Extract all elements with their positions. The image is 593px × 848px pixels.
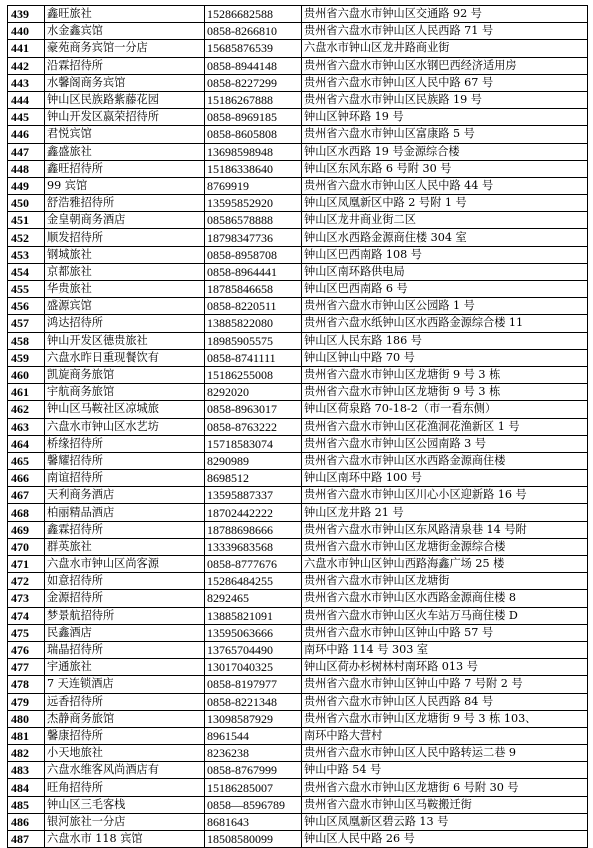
hotel-name-cell: 华贵旅社 <box>45 281 205 298</box>
address-cell: 南环中路大营村 <box>302 727 588 744</box>
table-row <box>8 452 588 469</box>
address-cell: 贵州省六盘水市钟山区龙塘街 9 号 3 栋 103、 <box>302 710 588 727</box>
table-row <box>8 796 588 813</box>
hotel-name-cell: 水馨阁商务宾馆 <box>45 74 205 91</box>
phone-cell: 0858-8958708 <box>205 246 302 263</box>
phone-cell: 8698512 <box>205 470 302 487</box>
row-number-cell: 439 <box>8 6 45 23</box>
row-number-cell: 463 <box>8 418 45 435</box>
phone-cell: 0858-8763222 <box>205 418 302 435</box>
hotel-name-cell: 宇航商务旅馆 <box>45 384 205 401</box>
address-cell: 钟山区凤凰新区碧云路 13 号 <box>302 813 588 830</box>
table-row <box>8 57 588 74</box>
table-row <box>8 831 588 848</box>
table-row <box>8 40 588 57</box>
phone-cell: 13698598948 <box>205 143 302 160</box>
hotel-name-cell: 99 宾馆 <box>45 177 205 194</box>
hotel-name-cell: 7 天连锁酒店 <box>45 676 205 693</box>
address-cell: 贵州省六盘水市钟山区交通路 92 号 <box>302 6 588 23</box>
address-cell: 六盘水市钟山区龙井路商业街 <box>302 40 588 57</box>
address-cell: 贵州省六盘水市钟山区龙塘街 9 号 3 栋 <box>302 384 588 401</box>
table-row <box>8 590 588 607</box>
table-row <box>8 384 588 401</box>
row-number-cell: 468 <box>8 504 45 521</box>
address-cell: 贵州省六盘水市钟山区火车站万马商住楼 D <box>302 607 588 624</box>
row-number-cell: 461 <box>8 384 45 401</box>
hotel-name-cell: 钟山开发区德贵旅社 <box>45 332 205 349</box>
phone-cell: 15186338640 <box>205 160 302 177</box>
table-row <box>8 521 588 538</box>
row-number-cell: 464 <box>8 435 45 452</box>
phone-cell: 0858-8964441 <box>205 263 302 280</box>
row-number-cell: 472 <box>8 573 45 590</box>
phone-cell: 0858-8227299 <box>205 74 302 91</box>
hotel-name-cell: 六盘水市 118 宾馆 <box>45 831 205 848</box>
hotel-name-cell: 小天地旅社 <box>45 745 205 762</box>
address-cell: 钟山区龙井路 21 号 <box>302 504 588 521</box>
phone-cell: 0858-8741111 <box>205 349 302 366</box>
row-number-cell: 483 <box>8 762 45 779</box>
phone-cell: 18985905575 <box>205 332 302 349</box>
hotel-name-cell: 瑞晶招待所 <box>45 641 205 658</box>
phone-cell: 0858-8221348 <box>205 693 302 710</box>
phone-cell: 18788698666 <box>205 521 302 538</box>
table-row <box>8 109 588 126</box>
hotel-name-cell: 顺发招待所 <box>45 229 205 246</box>
table-row <box>8 177 588 194</box>
table-row <box>8 401 588 418</box>
row-number-cell: 446 <box>8 126 45 143</box>
hotel-name-cell: 鑫旺招待所 <box>45 160 205 177</box>
hotel-name-cell: 豪苑商务宾馆一分店 <box>45 40 205 57</box>
table-row <box>8 160 588 177</box>
hotel-name-cell: 宇通旅社 <box>45 659 205 676</box>
hotel-name-cell: 君悦宾馆 <box>45 126 205 143</box>
address-cell: 贵州省六盘水市钟山区龙塘街金源综合楼 <box>302 538 588 555</box>
table-body <box>8 6 588 848</box>
table-row <box>8 762 588 779</box>
phone-cell: 13339683568 <box>205 538 302 555</box>
table-row <box>8 607 588 624</box>
address-cell: 钟山区南环中路 100 号 <box>302 470 588 487</box>
phone-cell: 15286484255 <box>205 573 302 590</box>
hotel-listing-sheet <box>7 5 587 848</box>
phone-cell: 18508580099 <box>205 831 302 848</box>
hotel-name-cell: 钢城旅社 <box>45 246 205 263</box>
table-row <box>8 349 588 366</box>
address-cell: 贵州省六盘水市钟山区川心小区迎新路 16 号 <box>302 487 588 504</box>
table-row <box>8 212 588 229</box>
address-cell: 贵州省六盘水市钟山区富康路 5 号 <box>302 126 588 143</box>
phone-cell: 18702442222 <box>205 504 302 521</box>
row-number-cell: 474 <box>8 607 45 624</box>
address-cell: 贵州省六盘水市钟山区公园南路 3 号 <box>302 435 588 452</box>
phone-cell: 8681643 <box>205 813 302 830</box>
table-row <box>8 470 588 487</box>
row-number-cell: 447 <box>8 143 45 160</box>
hotel-name-cell: 天利商务酒店 <box>45 487 205 504</box>
phone-cell: 13885821091 <box>205 607 302 624</box>
address-cell: 钟山区人民东路 186 号 <box>302 332 588 349</box>
table-row <box>8 366 588 383</box>
hotel-name-cell: 鸿达招待所 <box>45 315 205 332</box>
address-cell: 贵州省六盘水市钟山区花渔洞花渔新区 1 号 <box>302 418 588 435</box>
table-row <box>8 487 588 504</box>
phone-cell: 13885822080 <box>205 315 302 332</box>
table-row <box>8 641 588 658</box>
row-number-cell: 442 <box>8 57 45 74</box>
phone-cell: 0858-8963017 <box>205 401 302 418</box>
row-number-cell: 478 <box>8 676 45 693</box>
row-number-cell: 479 <box>8 693 45 710</box>
phone-cell: 18798347736 <box>205 229 302 246</box>
phone-cell: 8292020 <box>205 384 302 401</box>
table-row <box>8 573 588 590</box>
row-number-cell: 487 <box>8 831 45 848</box>
row-number-cell: 454 <box>8 263 45 280</box>
hotel-name-cell: 凯旋商务旅馆 <box>45 366 205 383</box>
address-cell: 贵州省六盘水市钟山区人民中路 67 号 <box>302 74 588 91</box>
table-row <box>8 556 588 573</box>
table-row <box>8 504 588 521</box>
address-cell: 钟山中路 54 号 <box>302 762 588 779</box>
table-row <box>8 332 588 349</box>
address-cell: 贵州省六盘水市钟山区人民西路 71 号 <box>302 23 588 40</box>
phone-cell: 0858-8266810 <box>205 23 302 40</box>
address-cell: 六盘水市钟山区钟山西路海鑫广场 25 楼 <box>302 556 588 573</box>
address-cell: 钟山区荷办杉树林村南环路 013 号 <box>302 659 588 676</box>
hotel-listing-table <box>7 5 588 848</box>
table-row <box>8 727 588 744</box>
hotel-name-cell: 金皇朝商务酒店 <box>45 212 205 229</box>
hotel-name-cell: 群英旅社 <box>45 538 205 555</box>
address-cell: 贵州省六盘水市钟山区民族路 19 号 <box>302 91 588 108</box>
address-cell: 贵州省六盘水市钟山区人民西路 84 号 <box>302 693 588 710</box>
hotel-name-cell: 如意招待所 <box>45 573 205 590</box>
hotel-name-cell: 六盘水市钟山区尚客源 <box>45 556 205 573</box>
address-cell: 贵州省六盘水市钟山区公园路 1 号 <box>302 298 588 315</box>
phone-cell: 8292465 <box>205 590 302 607</box>
phone-cell: 15186255008 <box>205 366 302 383</box>
address-cell: 贵州省六盘水市钟山区马鞍搬迁街 <box>302 796 588 813</box>
row-number-cell: 450 <box>8 195 45 212</box>
row-number-cell: 465 <box>8 452 45 469</box>
phone-cell: 13098587929 <box>205 710 302 727</box>
table-row <box>8 693 588 710</box>
hotel-name-cell: 鑫盛旅社 <box>45 143 205 160</box>
address-cell: 贵州省六盘水市钟山区人民中路 44 号 <box>302 177 588 194</box>
row-number-cell: 469 <box>8 521 45 538</box>
hotel-name-cell: 银河旅社一分店 <box>45 813 205 830</box>
phone-cell: 15186285007 <box>205 779 302 796</box>
row-number-cell: 480 <box>8 710 45 727</box>
phone-cell: 0858-8605808 <box>205 126 302 143</box>
hotel-name-cell: 舒浩雅招待所 <box>45 195 205 212</box>
hotel-name-cell: 钟山区三毛客栈 <box>45 796 205 813</box>
address-cell: 钟山区水西路金源商住楼 304 室 <box>302 229 588 246</box>
row-number-cell: 456 <box>8 298 45 315</box>
table-row <box>8 143 588 160</box>
phone-cell: 18785846658 <box>205 281 302 298</box>
hotel-name-cell: 金源招待所 <box>45 590 205 607</box>
table-row <box>8 195 588 212</box>
row-number-cell: 453 <box>8 246 45 263</box>
phone-cell: 08586578888 <box>205 212 302 229</box>
address-cell: 贵州省六盘水市钟山区水西路金源商住楼 8 <box>302 590 588 607</box>
row-number-cell: 455 <box>8 281 45 298</box>
phone-cell: 0858-8777676 <box>205 556 302 573</box>
phone-cell: 13765704490 <box>205 641 302 658</box>
phone-cell: 0858-8944148 <box>205 57 302 74</box>
phone-cell: 15186267888 <box>205 91 302 108</box>
table-row <box>8 676 588 693</box>
address-cell: 钟山区南环路供电局 <box>302 263 588 280</box>
row-number-cell: 482 <box>8 745 45 762</box>
hotel-name-cell: 钟山开发区嬴荣招待所 <box>45 109 205 126</box>
table-row <box>8 624 588 641</box>
phone-cell: 15685876539 <box>205 40 302 57</box>
table-row <box>8 659 588 676</box>
hotel-name-cell: 沿霖招待所 <box>45 57 205 74</box>
row-number-cell: 481 <box>8 727 45 744</box>
address-cell: 钟山区巴西南路 108 号 <box>302 246 588 263</box>
address-cell: 贵州省六盘水市钟山区水钢巴西经济适用房 <box>302 57 588 74</box>
address-cell: 南环中路 114 号 303 室 <box>302 641 588 658</box>
table-row <box>8 281 588 298</box>
row-number-cell: 460 <box>8 366 45 383</box>
hotel-name-cell: 梦景航招待所 <box>45 607 205 624</box>
row-number-cell: 444 <box>8 91 45 108</box>
row-number-cell: 467 <box>8 487 45 504</box>
hotel-name-cell: 杰静商务旅馆 <box>45 710 205 727</box>
table-row <box>8 91 588 108</box>
address-cell: 贵州省六盘水市钟山区钟山中路 7 号附 2 号 <box>302 676 588 693</box>
address-cell: 钟山区凤凰新区中路 2 号附 1 号 <box>302 195 588 212</box>
address-cell: 钟山区水西路 19 号金源综合楼 <box>302 143 588 160</box>
hotel-name-cell: 桥缘招待所 <box>45 435 205 452</box>
table-row <box>8 538 588 555</box>
address-cell: 钟山区巴西南路 6 号 <box>302 281 588 298</box>
address-cell: 贵州省六盘水市钟山区东风路清泉巷 14 号附 <box>302 521 588 538</box>
address-cell: 钟山区人民中路 26 号 <box>302 831 588 848</box>
row-number-cell: 477 <box>8 659 45 676</box>
row-number-cell: 476 <box>8 641 45 658</box>
row-number-cell: 485 <box>8 796 45 813</box>
table-row <box>8 246 588 263</box>
address-cell: 贵州省六盘水纸钟山区水西路金源综合楼 11 <box>302 315 588 332</box>
phone-cell: 0858-8767999 <box>205 762 302 779</box>
phone-cell: 0858—8596789 <box>205 796 302 813</box>
row-number-cell: 484 <box>8 779 45 796</box>
row-number-cell: 457 <box>8 315 45 332</box>
row-number-cell: 486 <box>8 813 45 830</box>
phone-cell: 13595887337 <box>205 487 302 504</box>
row-number-cell: 475 <box>8 624 45 641</box>
hotel-name-cell: 柏丽精品酒店 <box>45 504 205 521</box>
address-cell: 贵州省六盘水市钟山区龙塘街 <box>302 573 588 590</box>
phone-cell: 15286682588 <box>205 6 302 23</box>
phone-cell: 13017040325 <box>205 659 302 676</box>
hotel-name-cell: 六盘水市钟山区水艺坊 <box>45 418 205 435</box>
row-number-cell: 459 <box>8 349 45 366</box>
table-row <box>8 74 588 91</box>
address-cell: 钟山区荷泉路 70-18-2（市一看东侧） <box>302 401 588 418</box>
row-number-cell: 471 <box>8 556 45 573</box>
table-row <box>8 298 588 315</box>
address-cell: 钟山区东风东路 6 号附 30 号 <box>302 160 588 177</box>
hotel-name-cell: 远香招待所 <box>45 693 205 710</box>
table-row <box>8 435 588 452</box>
hotel-name-cell: 鑫霖招待所 <box>45 521 205 538</box>
table-row <box>8 779 588 796</box>
table-row <box>8 745 588 762</box>
phone-cell: 0858-8969185 <box>205 109 302 126</box>
phone-cell: 13595063666 <box>205 624 302 641</box>
address-cell: 贵州省六盘水市钟山区人民中路转运二巷 9 <box>302 745 588 762</box>
hotel-name-cell: 民鑫酒店 <box>45 624 205 641</box>
row-number-cell: 441 <box>8 40 45 57</box>
address-cell: 贵州省六盘水市钟山区龙塘街 9 号 3 栋 <box>302 366 588 383</box>
phone-cell: 8290989 <box>205 452 302 469</box>
row-number-cell: 462 <box>8 401 45 418</box>
hotel-name-cell: 钟山区民族路紫藤花园 <box>45 91 205 108</box>
address-cell: 钟山区钟环路 19 号 <box>302 109 588 126</box>
row-number-cell: 473 <box>8 590 45 607</box>
hotel-name-cell: 六盘水维客风尚酒店有 <box>45 762 205 779</box>
row-number-cell: 443 <box>8 74 45 91</box>
row-number-cell: 449 <box>8 177 45 194</box>
phone-cell: 13595852920 <box>205 195 302 212</box>
table-row <box>8 418 588 435</box>
hotel-name-cell: 钟山区马鞍社区凉城旅 <box>45 401 205 418</box>
table-row <box>8 315 588 332</box>
hotel-name-cell: 馨康招待所 <box>45 727 205 744</box>
row-number-cell: 470 <box>8 538 45 555</box>
address-cell: 贵州省六盘水市钟山区龙塘街 6 号附 30 号 <box>302 779 588 796</box>
phone-cell: 8769919 <box>205 177 302 194</box>
hotel-name-cell: 鑫旺旅社 <box>45 6 205 23</box>
row-number-cell: 440 <box>8 23 45 40</box>
row-number-cell: 466 <box>8 470 45 487</box>
table-row <box>8 710 588 727</box>
table-row <box>8 813 588 830</box>
table-row <box>8 126 588 143</box>
table-row <box>8 23 588 40</box>
row-number-cell: 458 <box>8 332 45 349</box>
address-cell: 贵州省六盘水市钟山区钟山中路 57 号 <box>302 624 588 641</box>
table-row <box>8 229 588 246</box>
row-number-cell: 452 <box>8 229 45 246</box>
phone-cell: 8236238 <box>205 745 302 762</box>
hotel-name-cell: 水金鑫宾馆 <box>45 23 205 40</box>
row-number-cell: 445 <box>8 109 45 126</box>
phone-cell: 8961544 <box>205 727 302 744</box>
hotel-name-cell: 六盘水昨日重现餐饮有 <box>45 349 205 366</box>
row-number-cell: 448 <box>8 160 45 177</box>
phone-cell: 0858-8197977 <box>205 676 302 693</box>
address-cell: 钟山区钟山中路 70 号 <box>302 349 588 366</box>
address-cell: 贵州省六盘水市钟山区水西路金源商住楼 <box>302 452 588 469</box>
hotel-name-cell: 京都旅社 <box>45 263 205 280</box>
hotel-name-cell: 旺角招待所 <box>45 779 205 796</box>
hotel-name-cell: 馨耀招待所 <box>45 452 205 469</box>
phone-cell: 0858-8220511 <box>205 298 302 315</box>
hotel-name-cell: 盛源宾馆 <box>45 298 205 315</box>
table-row <box>8 263 588 280</box>
table-row <box>8 6 588 23</box>
hotel-name-cell: 南谊招待所 <box>45 470 205 487</box>
address-cell: 钟山区龙井商业街二区 <box>302 212 588 229</box>
phone-cell: 15718583074 <box>205 435 302 452</box>
row-number-cell: 451 <box>8 212 45 229</box>
